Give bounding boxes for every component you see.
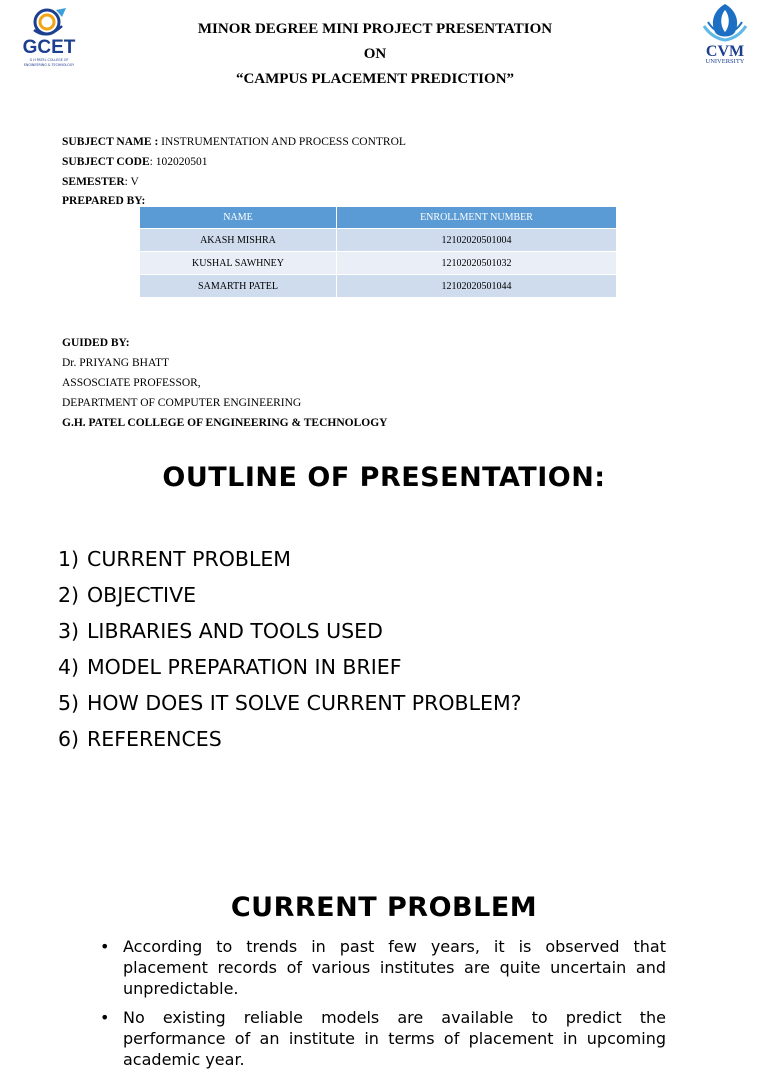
- member-enrollment: 12102020501044: [337, 275, 617, 298]
- item-number: 1): [58, 547, 80, 571]
- table-header-row: [140, 207, 617, 229]
- subject-name-value: INSTRUMENTATION AND PROCESS CONTROL: [158, 136, 406, 148]
- list-item: [58, 685, 522, 721]
- bullet-text: According to trends in past few years, it is observed that placement records of various institutes are quite uncertain and unpredictable.: [123, 937, 666, 998]
- title-line-1: MINOR DEGREE MINI PROJECT PRESENTATION: [197, 21, 553, 37]
- current-problem-bullets: [100, 936, 666, 1078]
- cvm-university-logo: [690, 0, 760, 66]
- gcet-logo: [6, 4, 92, 68]
- presentation-title: [140, 17, 610, 92]
- member-name: SAMARTH PATEL: [140, 275, 337, 298]
- outline-title: OUTLINE OF PRESENTATION:: [162, 462, 606, 493]
- table-row: [140, 229, 617, 252]
- subject-info: [62, 132, 406, 210]
- title-line-3: “CAMPUS PLACEMENT PREDICTION”: [235, 71, 515, 87]
- svg-text:G H PATEL COLLEGE OF: G H PATEL COLLEGE OF: [29, 58, 69, 62]
- item-number: 2): [58, 583, 80, 607]
- bullet-icon: •: [100, 1008, 110, 1027]
- member-enrollment: 12102020501032: [337, 252, 617, 275]
- item-number: 3): [58, 619, 80, 643]
- svg-text:CVM: CVM: [705, 43, 745, 60]
- semester-value: : V: [124, 176, 139, 188]
- semester-label: SEMESTER: [62, 176, 125, 188]
- semester-row: [62, 172, 406, 192]
- guide-department: DEPARTMENT OF COMPUTER ENGINEERING: [62, 397, 302, 409]
- item-number: 5): [58, 691, 80, 715]
- subject-code-value: : 102020501: [149, 156, 208, 168]
- outline-list: [58, 541, 522, 757]
- item-text: LIBRARIES AND TOOLS USED: [87, 619, 383, 643]
- table-row: [140, 252, 617, 275]
- item-text: MODEL PREPARATION IN BRIEF: [87, 655, 402, 679]
- gcet-emblem-icon: [6, 4, 92, 68]
- subject-code-row: [62, 152, 406, 172]
- guide-college: G.H. PATEL COLLEGE OF ENGINEERING & TECHNOLOGY: [62, 417, 388, 429]
- header-enrollment: ENROLLMENT NUMBER: [337, 207, 617, 229]
- item-number: 4): [58, 655, 80, 679]
- team-table: [139, 206, 617, 298]
- bullet-icon: •: [100, 937, 110, 956]
- subject-name-row: [62, 132, 406, 152]
- item-text: OBJECTIVE: [87, 583, 197, 607]
- cvm-emblem-icon: [690, 0, 760, 66]
- item-number: 6): [58, 727, 80, 751]
- guide-name: Dr. PRIYANG BHATT: [62, 357, 170, 369]
- item-text: HOW DOES IT SOLVE CURRENT PROBLEM?: [87, 691, 522, 715]
- list-item: [58, 577, 522, 613]
- list-item: [58, 541, 522, 577]
- member-enrollment: 12102020501004: [337, 229, 617, 252]
- guided-by-label: GUIDED BY:: [62, 337, 130, 349]
- subject-code-label: SUBJECT CODE: [62, 156, 150, 168]
- item-text: REFERENCES: [87, 727, 222, 751]
- list-item: [100, 1007, 666, 1070]
- list-item: [58, 649, 522, 685]
- table-row: [140, 275, 617, 298]
- member-name: KUSHAL SAWHNEY: [140, 252, 337, 275]
- svg-text:GCET: GCET: [22, 37, 76, 58]
- member-name: AKASH MISHRA: [140, 229, 337, 252]
- list-item: [58, 721, 522, 757]
- header-name: NAME: [140, 207, 337, 229]
- subject-name-label: SUBJECT NAME :: [62, 136, 159, 148]
- title-line-2: ON: [363, 46, 387, 62]
- prepared-by-label: PREPARED BY:: [62, 195, 146, 207]
- item-text: CURRENT PROBLEM: [87, 547, 291, 571]
- bullet-text: No existing reliable models are available to predict the performance of an institute in terms of placement in upcoming academic year.: [123, 1008, 666, 1069]
- svg-text:ENGINEERING & TECHNOLOGY: ENGINEERING & TECHNOLOGY: [23, 63, 75, 67]
- current-problem-title: CURRENT PROBLEM: [230, 892, 538, 923]
- guide-info: [62, 333, 387, 433]
- guide-designation: ASSOSCIATE PROFESSOR,: [62, 377, 201, 389]
- list-item: [58, 613, 522, 649]
- list-item: [100, 936, 666, 999]
- svg-text:UNIVERSITY: UNIVERSITY: [705, 58, 745, 65]
